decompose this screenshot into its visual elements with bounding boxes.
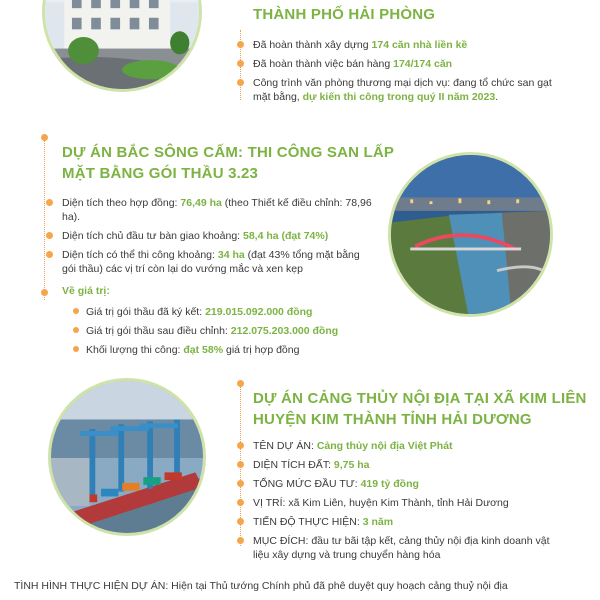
housing-photo [42,0,202,92]
section1-title: THÀNH PHỐ HẢI PHÒNG [253,6,436,23]
bullet-icon [237,41,244,48]
bullet-icon [73,308,79,314]
port-photo [48,378,206,536]
bullet-icon [237,518,244,525]
list-item: VỊ TRÍ: xã Kim Liên, huyện Kim Thành, tỉnh Hải Dương [253,496,553,510]
section2-list [62,196,372,281]
footer-text: TÌNH HÌNH THỰC HIỆN DỰ ÁN: Hiện tại Thủ tướng Chính phủ đã phê duyệt quy hoạch cảng thuỷ nội địa [14,580,508,592]
section1-list [253,38,553,109]
list-item: MỤC ĐÍCH: đầu tư bãi tập kết, cảng thủy nội địa kinh doanh vật liệu xây dựng và trung chuyển hàng hóa [253,534,553,562]
section2-values-list [86,305,386,362]
list-item: Đã hoàn thành xây dựng 174 căn nhà liền kề [253,38,553,52]
section3-title: DỰ ÁN CẢNG THỦY NỘI ĐỊA TẠI XÃ KIM LIÊN HUYỆN KIM THÀNH TỈNH HẢI DƯƠNG [253,390,587,428]
list-item: TÊN DỰ ÁN: Cảng thủy nội địa Việt Phát [253,439,553,453]
section3-list [253,439,553,567]
list-item: Giá trị gói thầu đã ký kết: 219.015.092.000 đồng [86,305,386,319]
section2-timeline [44,140,45,300]
list-item: Khối lượng thi công: đạt 58% giá trị hợp đồng [86,343,386,357]
bullet-icon [237,442,244,449]
value-label-bullet-icon [41,289,48,296]
river-city-photo [388,152,553,317]
value-label: Về giá trị: [62,285,110,297]
list-item: Diện tích chủ đầu tư bàn giao khoảng: 58,4 ha (đạt 74%) [62,229,372,243]
list-item: Công trình văn phòng thương mại dịch vụ: đang tổ chức san gạt mặt bằng, dự kiến thi công trong quý II năm 2023. [253,76,553,104]
bullet-icon [237,79,244,86]
bullet-icon [46,251,53,258]
bullet-icon [237,461,244,468]
bullet-icon [237,480,244,487]
bullet-icon [46,232,53,239]
bullet-icon [73,327,79,333]
list-item: DIỆN TÍCH ĐẤT: 9,75 ha [253,458,553,472]
list-item: Diện tích có thể thi công khoảng: 34 ha (đạt 43% tổng mặt bằng gói thầu) các vị trí còn lại do vướng mắc và xen kẹp [62,248,372,276]
bullet-icon [237,499,244,506]
list-item: TỔNG MỨC ĐẦU TƯ: 419 tỷ đồng [253,477,553,491]
bullet-icon [237,537,244,544]
list-item: TIẾN ĐỘ THỰC HIỆN: 3 năm [253,515,553,529]
list-item: Đã hoàn thành việc bán hàng 174/174 căn [253,57,553,71]
list-item: Giá trị gói thầu sau điều chỉnh: 212.075.203.000 đồng [86,324,386,338]
bullet-icon [46,199,53,206]
section2-title: DỰ ÁN BẮC SÔNG CẤM: THI CÔNG SAN LẤP MẶT BẰNG GÓI THẦU 3.23 [62,144,395,182]
bullet-icon [73,346,79,352]
bullet-icon [237,60,244,67]
list-item: Diện tích theo hợp đồng: 76,49 ha (theo Thiết kế điều chỉnh: 78,96 ha). [62,196,372,224]
